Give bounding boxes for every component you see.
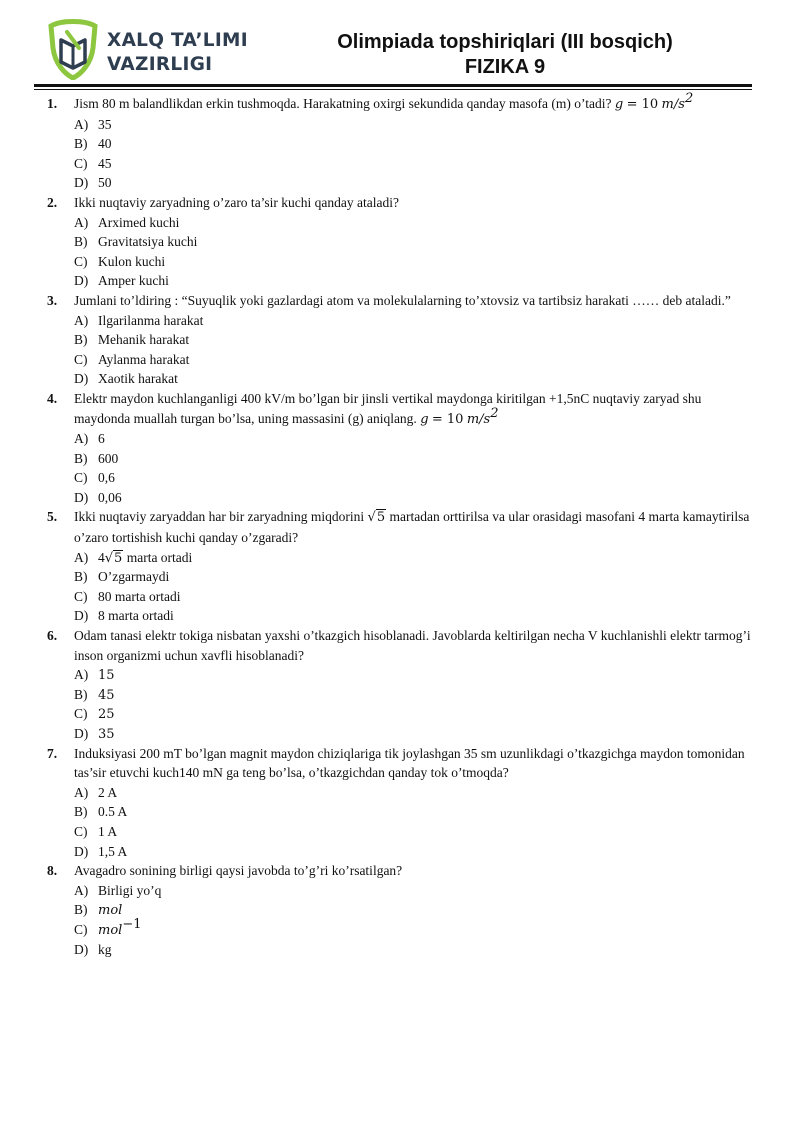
question-5 xyxy=(44,507,756,626)
option-d: D) Amper kuchi xyxy=(74,273,169,289)
option-c: C) 0,6 xyxy=(74,470,115,486)
question-number: 4. xyxy=(47,390,58,406)
question-text: Jumlani to’ldiring : “Suyuqlik yoki gazlardagi atom va molekulalarning to’xtovsiz va tartibsiz harakati …… deb ataladi.” xyxy=(74,292,731,308)
option-d: D) Xaotik harakat xyxy=(74,371,178,387)
organization-name xyxy=(107,29,248,77)
option-b: B) 600 xyxy=(74,450,119,466)
option-a: A) Arximed kuchi xyxy=(74,214,180,230)
ministry-logo-icon xyxy=(47,18,99,80)
question-1 xyxy=(44,91,756,193)
question-8 xyxy=(44,861,756,959)
option-a: A) Ilgarilanma harakat xyxy=(74,312,204,328)
question-text: Jism 80 m balandlikdan erkin tushmoqda. Harakatning oxirgi sekundida qanday masofa (m) o’tadi? g = 10 $m/s^2$ xyxy=(74,91,694,112)
option-d: D) 35 xyxy=(74,726,115,742)
question-3 xyxy=(44,291,756,389)
option-b: B) Mehanik harakat xyxy=(74,332,190,348)
sqrt-expression: √5 xyxy=(367,510,386,526)
option-b: B) 40 xyxy=(74,136,112,152)
option-c: C) 45 xyxy=(74,155,112,171)
title-line-2: FIZIKA 9 xyxy=(464,56,546,78)
question-number: 2. xyxy=(47,194,58,210)
option-a: A) 35 xyxy=(74,116,112,132)
option-a: A) 4√5 marta ortadi xyxy=(74,549,193,566)
question-text: Induksiyasi 200 mT bo’lgan magnit maydon chiziqlariga tik joylashgan 35 sm uzunlikdagi o’tkazgichga maydon tomonidan tas’sir etuvchi kuch140 mN ga teng bo’lsa, o’tkazgichdan qanday tok o’tmoqda? xyxy=(74,745,745,781)
question-7 xyxy=(44,744,756,862)
question-number: 8. xyxy=(47,863,58,879)
question-text: Avagadro sonining birligi qaysi javobda to’g’ri ko’rsatilgan? xyxy=(74,863,403,879)
option-c: C) 25 xyxy=(74,706,115,723)
header-rule-thin xyxy=(34,89,752,90)
title-line-1: Olimpiada topshiriqlari (III bosqich) xyxy=(337,31,673,53)
question-2 xyxy=(44,193,756,291)
page-title xyxy=(300,30,710,80)
option-b: B) Gravitatsiya kuchi xyxy=(74,234,198,250)
option-d: D) kg xyxy=(74,941,112,957)
option-c: C) mol$^{-1}$ xyxy=(74,916,142,938)
option-c: C) Kulon kuchi xyxy=(74,253,166,269)
org-line-1: XALQ TA’LIMI xyxy=(107,30,248,51)
question-number: 3. xyxy=(47,292,58,308)
option-b: B) 45 xyxy=(74,686,115,703)
question-number: 5. xyxy=(47,509,58,525)
option-a: A) Birligi yo’q xyxy=(74,882,162,898)
question-4 xyxy=(44,389,756,508)
option-d: D) 8 marta ortadi xyxy=(74,608,174,624)
question-text: Ikki nuqtaviy zaryadning o’zaro ta’sir kuchi qanday ataladi? xyxy=(74,194,400,210)
option-a: A) 15 xyxy=(74,667,115,684)
option-d: D) 50 xyxy=(74,175,112,191)
option-d: D) 0,06 xyxy=(74,489,122,505)
option-c: C) 1 A xyxy=(74,823,118,839)
option-b: B) 0.5 A xyxy=(74,804,128,820)
question-list xyxy=(44,91,756,959)
question-text: Elektr maydon kuchlanganligi 400 kV/m bo’lgan bir jinsli vertikal maydonga kiritilgan +1,5nC nuqtaviy zaryad shu maydonda muallah turgan bo’lsa, uning massasini (g) aniqlang. g = 10 $m/s^2$ xyxy=(74,390,702,427)
question-6 xyxy=(44,626,756,744)
option-c: C) 80 marta ortadi xyxy=(74,588,181,604)
option-b: B) O’zgarmaydi xyxy=(74,569,170,585)
option-a: A) 6 xyxy=(74,431,105,447)
option-c: C) Aylanma harakat xyxy=(74,351,190,367)
question-number: 7. xyxy=(47,745,58,761)
page-header xyxy=(0,0,800,92)
question-number: 6. xyxy=(47,628,58,644)
question-number: 1. xyxy=(47,96,58,111)
option-b: B) mol xyxy=(74,902,123,919)
question-text: Ikki nuqtaviy zaryaddan har bir zaryadning miqdorini √5 martadan orttirilsa va ular orasidagi masofani 4 marta kamaytirilsa o’zaro tortishish kuchi qanday o’zgaradi? xyxy=(74,509,750,546)
org-line-2: VAZIRLIGI xyxy=(107,54,213,75)
option-d: D) 1,5 A xyxy=(74,843,128,859)
option-a: A) 2 A xyxy=(74,784,118,800)
header-rule-thick xyxy=(34,84,752,87)
question-text: Odam tanasi elektr tokiga nisbatan yaxshi o’tkazgich hisoblanadi. Javoblarda keltirilgan necha V kuchlanishli elektr tarmog’i inson organizmi uchun xavfli hisoblanadi? xyxy=(74,628,751,663)
